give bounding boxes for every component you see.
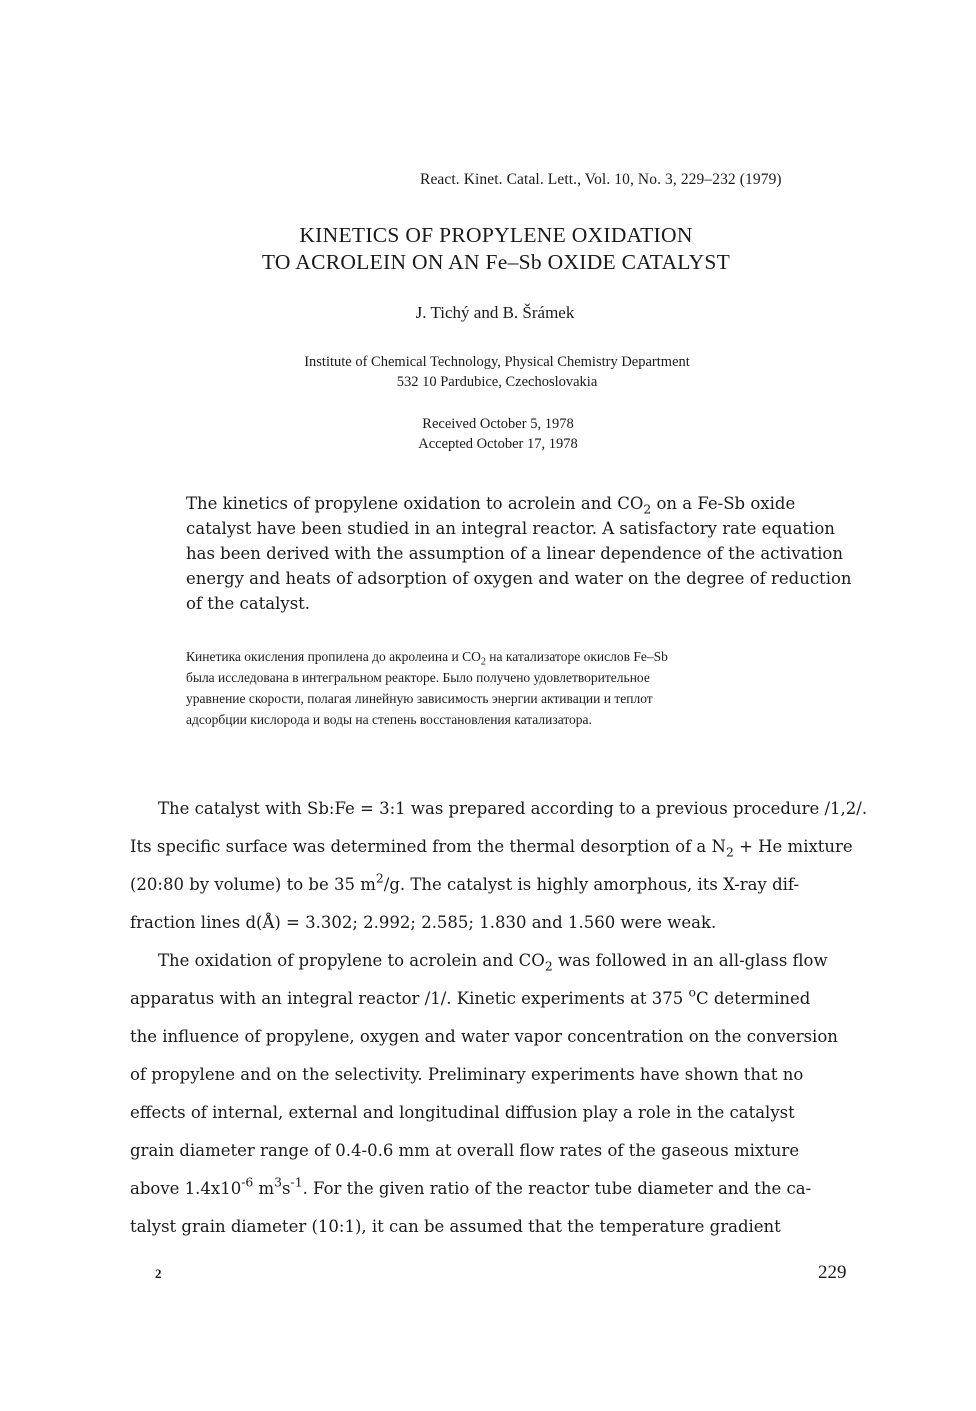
paragraph-2-line: grain diameter range of 0.4-0.6 mm at overall flow rates of the gaseous mixture — [130, 1141, 800, 1160]
paragraph-1-line: fraction lines d(Å) = 3.302; 2.992; 2.585; 1.830 and 1.560 were weak. — [130, 913, 717, 932]
authors: J. Tichý and B. Šrámek — [415, 303, 575, 322]
abstract-en-line: The kinetics of propylene oxidation to acrolein and $CO_2$ on a Fe-Sb oxide — [186, 494, 796, 517]
page-number: 229 — [818, 1262, 847, 1283]
affiliation-line-1: Institute of Chemical Technology, Physical Chemistry Department — [304, 354, 690, 370]
title-line-2: TO ACROLEIN ON AN Fe–Sb OXIDE CATALYST — [261, 250, 731, 274]
abstract-russian — [186, 646, 862, 730]
abstract-en-line: has been derived with the assumption of a linear dependence of the activation — [186, 544, 843, 563]
title-line-1: KINETICS OF PROPYLENE OXIDATION — [299, 223, 693, 247]
affiliation-line-2: 532 10 Pardubice, Czechoslovakia — [396, 374, 598, 390]
article-title — [0, 222, 976, 276]
signature-mark: 2 — [155, 1266, 162, 1281]
abstract-en-line: catalyst have been studied in an integral reactor. A satisfactory rate equation — [186, 519, 835, 538]
paragraph-2-line: of propylene and on the selectivity. Preliminary experiments have shown that no — [130, 1065, 804, 1084]
body-text — [130, 790, 870, 1246]
accepted-date: Accepted October 17, 1978 — [418, 436, 578, 452]
abstract-ru-line: уравнение скорости, полагая линейную зависимость энергии активации и теплот — [186, 691, 653, 706]
abstract-en-line: energy and heats of adsorption of oxygen and water on the degree of reduction — [186, 569, 852, 588]
abstract-en-line: of the catalyst. — [186, 594, 311, 613]
abstract-ru-line: адсорбции кислорода и воды на степень восстановления катализатора. — [186, 712, 592, 727]
affiliation — [0, 352, 976, 392]
dates — [0, 414, 976, 454]
paragraph-2-line: apparatus with an integral reactor /1/. Kinetic experiments at 375 $^o$C determined — [130, 985, 811, 1008]
received-date: Received October 5, 1978 — [422, 416, 574, 432]
journal-reference: React. Kinet. Catal. Lett., Vol. 10, No. 3, 229–232 (1979) — [420, 171, 782, 188]
paragraph-2-line: the influence of propylene, oxygen and water vapor concentration on the conversion — [130, 1027, 838, 1046]
paragraph-2-line: above $1.4x10^{-6}$ $m^3s^{-1}$. For the given ratio of the reactor tube diameter and the ca- — [130, 1175, 812, 1198]
paragraph-1-line: Its specific surface was determined from the thermal desorption of a $N_2 + He$ mixture — [130, 837, 853, 860]
paragraph-1-line: The catalyst with Sb:Fe = 3:1 was prepared according to a previous procedure /1,2/. — [158, 799, 868, 818]
abstract-ru-line: была исследована в интегральном реакторе. Было получено удовлетворительное — [186, 670, 650, 685]
paragraph-2-line: talyst grain diameter (10:1), it can be assumed that the temperature gradient — [130, 1217, 781, 1236]
paragraph-2-line: The oxidation of propylene to acrolein and $CO_2$ was followed in an all-glass flow — [158, 951, 828, 974]
abstract-english — [186, 491, 862, 616]
abstract-ru-line: Кинетика окисления пропилена до акролеина и $CO_2$ на катализаторе окислов Fe–Sb — [186, 649, 668, 668]
paragraph-1-line: (20:80 by volume) to be 35 $m^2/g$. The catalyst is highly amorphous, its X-ray dif- — [130, 871, 800, 894]
paragraph-2-line: effects of internal, external and longitudinal diffusion play a role in the catalyst — [130, 1103, 795, 1122]
